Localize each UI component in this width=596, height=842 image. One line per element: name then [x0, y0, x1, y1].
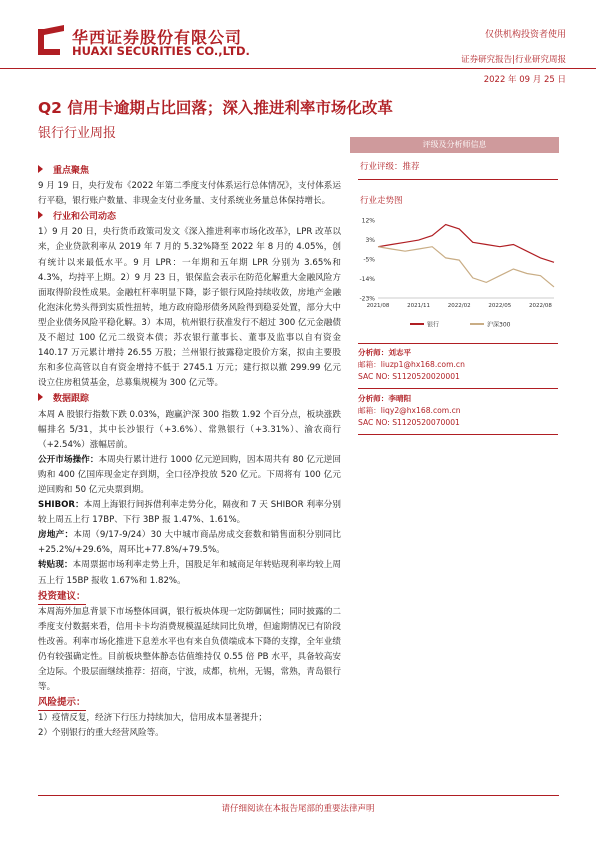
- triangle-bullet-icon: [38, 165, 43, 173]
- y-tick-label: 12%: [361, 217, 375, 225]
- company-name-en: HUAXI SECURITIES CO.,LTD.: [72, 44, 250, 58]
- triangle-bullet-icon: [38, 393, 43, 401]
- advice-heading: 投资建议：: [38, 589, 86, 605]
- section-focus-heading: 重点聚焦: [38, 164, 341, 179]
- series-line-1: [378, 247, 554, 287]
- company-name-cn: 华西证券股份有限公司: [72, 28, 243, 47]
- huaxi-logo-icon: [38, 25, 66, 55]
- analyst-divider: [358, 434, 558, 435]
- shibor-paragraph: SHIBOR：本周上海银行间拆借利率走势分化，隔夜和 7 天 SHIBOR 利率分别较上周五上行 17BP、下行 3BP 报 1.47%、1.61%。: [38, 500, 342, 526]
- analyst-divider: [358, 388, 558, 389]
- y-tick-label: -5%: [363, 256, 375, 264]
- x-tick-label: 2022/02: [447, 303, 471, 309]
- section-dynamics-heading: 行业和公司动态: [38, 210, 341, 225]
- trend-chart-title: 行业走势图: [360, 196, 403, 206]
- focus-paragraph: 9 月 19 日，央行发布《2022 年第二季度支付体系运行总体情况》，支付体系运行平稳，银行账户数量、非现金支付业务量、支付系统业务量总体保持增长。: [38, 181, 341, 207]
- footer-divider: [38, 795, 559, 796]
- risk-item: 2）个别银行的重大经营风险等。: [38, 728, 164, 739]
- analyst-email: 邮箱：liuzp1@hx168.com.cn: [358, 360, 465, 369]
- y-tick-label: -23%: [359, 295, 375, 303]
- discount-paragraph: 转贴现：本周票据市场利率走势上升，国股足年和城商足年转贴现利率均较上周五上行 15BP 报收 1.67%和 1.82%。: [38, 560, 341, 586]
- footer-disclaimer: 请仔细阅读在本报告尾部的重要法律声明: [221, 804, 375, 814]
- audience-note: 仅供机构投资者使用: [484, 30, 566, 40]
- y-tick-label: -14%: [359, 276, 375, 283]
- trend-chart: [352, 214, 558, 334]
- analyst-sac: SAC NO: S1120520020001: [358, 372, 460, 381]
- report-title: Q2 信用卡逾期占比回落；深入推进利率市场化改革: [38, 99, 393, 117]
- x-tick-label: 2021/08: [366, 303, 390, 309]
- analyst-sac: SAC NO: S1120520070001: [358, 418, 460, 427]
- industry-rating: 行业评级：推荐: [360, 162, 420, 172]
- report-subtitle: 银行行业周报: [38, 126, 117, 141]
- tracking-paragraph: 本周 A 股银行指数下跌 0.03%，跑赢沪深 300 指数 1.92 个百分点，板块涨跌幅排名 5/31，其中长沙银行（+3.6%）、常熟银行（+3.31%）、渝农商行（+2.54%）涨幅居前。: [38, 409, 341, 450]
- analyst-2: [358, 393, 461, 429]
- property-paragraph: 房地产：本周（9/17-9/24）30 大中城市商品房成交套数和销售面积分别同比+25.2%/+29.6%，周环比+77.8%/+79.5%。: [38, 530, 341, 556]
- main-content: [38, 163, 341, 742]
- triangle-bullet-icon: [38, 211, 43, 219]
- risk-heading: 风险提示：: [38, 695, 86, 711]
- x-tick-label: 2022/08: [529, 303, 552, 309]
- series-line-0: [378, 225, 554, 263]
- legend-label: 沪深300: [487, 321, 511, 329]
- analyst-name: 分析师：刘志平: [358, 348, 412, 357]
- analyst-name: 分析师：李晴阳: [358, 394, 412, 403]
- x-tick-label: 2021/11: [407, 303, 431, 309]
- header-divider: [0, 68, 596, 69]
- section-tracking-heading: 数据跟踪: [38, 392, 341, 407]
- advice-paragraph: 本周海外加息背景下市场整体回调，银行板块体现一定防御属性；同时披露的二季度支付数据来看，信用卡卡均消费规模温延续同比负增，但逾期情况已有阶段性改善。利率市场化推进下息差水平也有来自负债端成本下降的支撑，全年业绩仍有较强确定性。目前板块整体静态估值维持仅 0.55 倍 PB 水平，具备较高安全边际。个股层面继续推荐：招商，宁波，成都，杭州，无锡，常熟，青岛银行等。: [38, 606, 341, 693]
- rating-analyst-bar: 评级及分析师信息: [350, 137, 559, 153]
- report-type: 证券研究报告|行业研究周报: [461, 55, 566, 65]
- legend-label: 银行: [427, 321, 440, 329]
- y-tick-label: 3%: [365, 237, 375, 244]
- report-date: 2022 年 09 月 25 日: [483, 75, 566, 85]
- market-operation-paragraph: 公开市场操作：本周央行累计进行 1000 亿元逆回购，因本周共有 80 亿元逆回购和 400 亿国库现金定存到期，全口径净投放 520 亿元。下周将有 100 亿元逆回购和 50 亿元央票到期。: [38, 454, 341, 495]
- analyst-email: 邮箱：liqy2@hx168.com.cn: [358, 406, 461, 415]
- analyst-1: [358, 347, 465, 383]
- risk-item: 1）疫情反复，经济下行压力持续加大，信用成本显著提升；: [38, 713, 267, 724]
- dynamics-paragraph: 1）9 月 20 日，央行货币政策司发文《深入推进利率市场化改革》，LPR 改革以来，企业贷款利率从 2019 年 7 月的 5.32%降至 2022 年 8 月的 4.05%，创有统计以来最低水平。9 月 LPR：一年期和五年期 LPR 分别为 3.65%和 4.3%，均持平上期。2）9 月 23 日，银保监会表示在防范化解重大金融风险方面取得阶段性成果。金融杠杆率明显下降，影子银行风险持续收敛，房地产金融化泡沫化势头得到实质性扭转，地方政府隐形债务风险得到稳妥处置，部分大中型企业债务风险平稳化解。3）本周，杭州银行获准发行不超过 300 亿元金融债及不超过 100 亿元二级资本债；苏农银行董事长、董事及监事以自有资金 140.17 万元累计增持 26.55 万股；兰州银行披露稳定股价方案，拟由主要股东和多位高管以自有资金增持不低于 2745.1 万元；建行拟以撤 299.99 亿元设立住房租赁基金，总募集规模为 300 亿元等。: [38, 227, 341, 389]
- sidebar-divider: [358, 343, 558, 344]
- x-tick-label: 2022/05: [488, 303, 512, 309]
- sidebar-divider: [358, 179, 558, 180]
